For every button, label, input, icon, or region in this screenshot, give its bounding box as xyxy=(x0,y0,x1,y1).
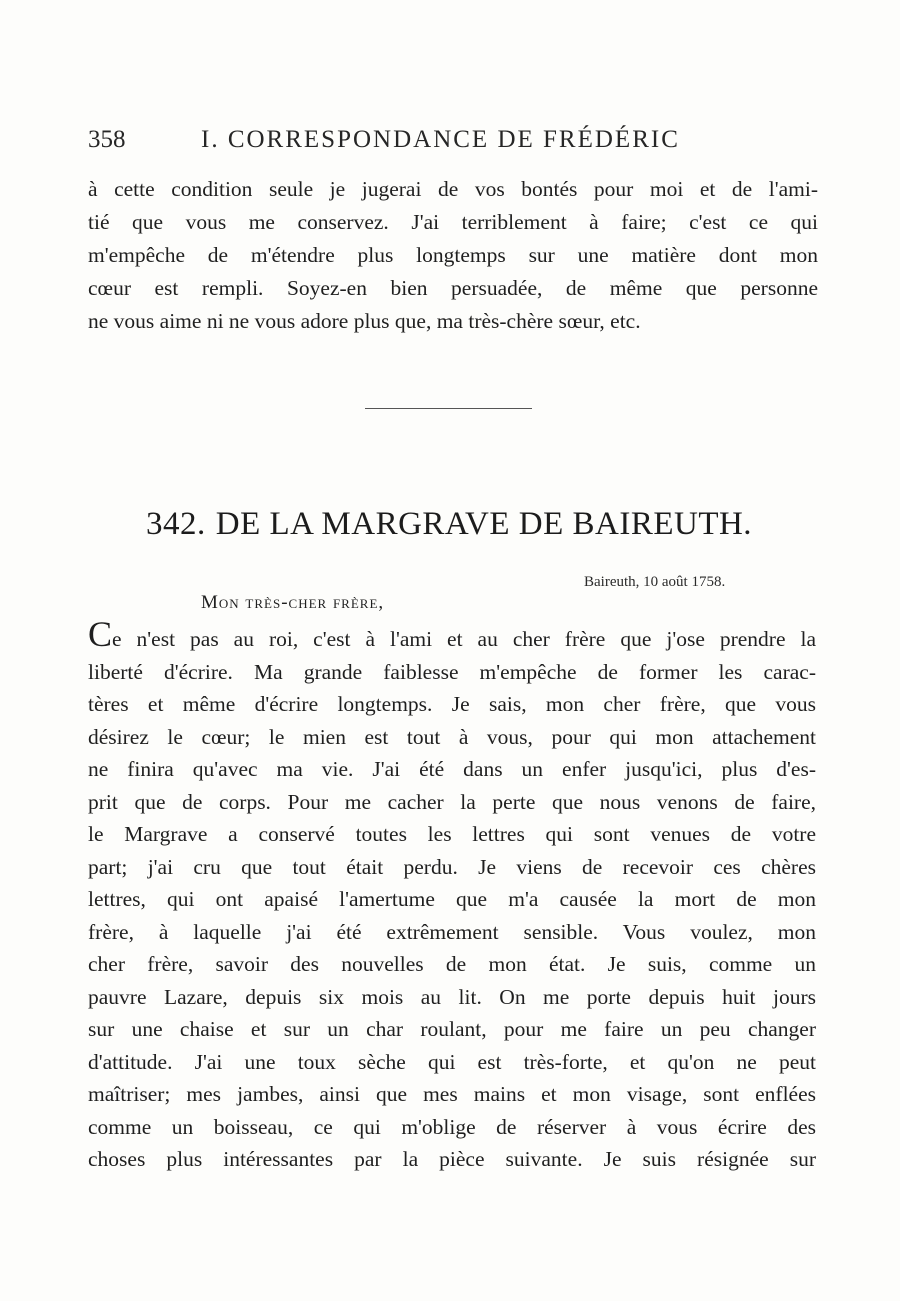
text-line: d'attitude. J'ai une toux sèche qui est très-forte, et qu'on ne peut xyxy=(88,1049,816,1074)
letter-body-text xyxy=(88,614,816,1176)
text-line: frère, à laquelle j'ai été extrêmement sensible. Vous voulez, mon xyxy=(88,919,816,944)
section-divider xyxy=(365,408,532,409)
text-line: part; j'ai cru que tout était perdu. Je viens de recevoir ces chères xyxy=(88,854,816,879)
letter-title: DE LA MARGRAVE DE BAIREUTH. xyxy=(215,506,753,542)
text-line: liberté d'écrire. Ma grande faiblesse m'empêche de former les carac- xyxy=(88,659,816,684)
text-line: pauvre Lazare, depuis six mois au lit. On me porte depuis huit jours xyxy=(88,984,816,1009)
text-line: tié que vous me conservez. J'ai terriblement à faire; c'est ce qui xyxy=(88,210,818,234)
text-line: m'empêche de m'étendre plus longtemps sur une matière dont mon xyxy=(88,243,818,267)
text-line: le Margrave a conservé toutes les lettres qui sont venues de votre xyxy=(88,822,816,846)
running-head xyxy=(88,126,818,160)
text-line: maîtriser; mes jambes, ainsi que mes mains et mon visage, sont enflées xyxy=(88,1082,816,1106)
text-line: à cette condition seule je jugerai de vos bontés pour moi et de l'ami- xyxy=(88,177,818,201)
running-title: I. CORRESPONDANCE DE FRÉDÉRIC xyxy=(201,126,680,153)
letter-dateline: Baireuth, 10 août 1758. xyxy=(584,574,726,590)
text-line: ne vous aime ni ne vous adore plus que, ma très-chère sœur, etc. xyxy=(88,309,641,333)
initial-capital: C xyxy=(88,614,113,654)
first-line-text: e n'est pas au roi, c'est à l'ami et au cher frère que j'ose prendre la xyxy=(112,627,816,651)
text-line: comme un boisseau, ce qui m'oblige de réserver à vous écrire des xyxy=(88,1114,816,1139)
preceding-letter-text xyxy=(88,173,818,338)
letter-salutation: Mon très-cher frère, xyxy=(201,592,385,613)
letter-heading xyxy=(146,506,786,543)
text-line: cher frère, savoir des nouvelles de mon état. Je suis, comme un xyxy=(88,952,816,976)
letter-number: 342. xyxy=(146,506,206,542)
text-line-first xyxy=(88,614,816,656)
text-line: cœur est rempli. Soyez-en bien persuadée, de même que personne xyxy=(88,276,818,300)
text-line: choses plus intéressantes par la pièce suivante. Je suis résignée sur xyxy=(88,1147,816,1171)
text-line: désirez le cœur; le mien est tout à vous, pour qui mon attachement xyxy=(88,724,816,749)
text-line: prit que de corps. Pour me cacher la perte que nous venons de faire, xyxy=(88,789,816,814)
text-line: sur une chaise et sur un char roulant, pour me faire un peu changer xyxy=(88,1017,816,1041)
page-number: 358 xyxy=(88,126,126,153)
text-line: lettres, qui ont apaisé l'amertume que m'a causée la mort de mon xyxy=(88,887,816,911)
text-line: tères et même d'écrire longtemps. Je sais, mon cher frère, que vous xyxy=(88,692,816,716)
text-line: ne finira qu'avec ma vie. J'ai été dans un enfer jusqu'ici, plus d'es- xyxy=(88,757,816,781)
